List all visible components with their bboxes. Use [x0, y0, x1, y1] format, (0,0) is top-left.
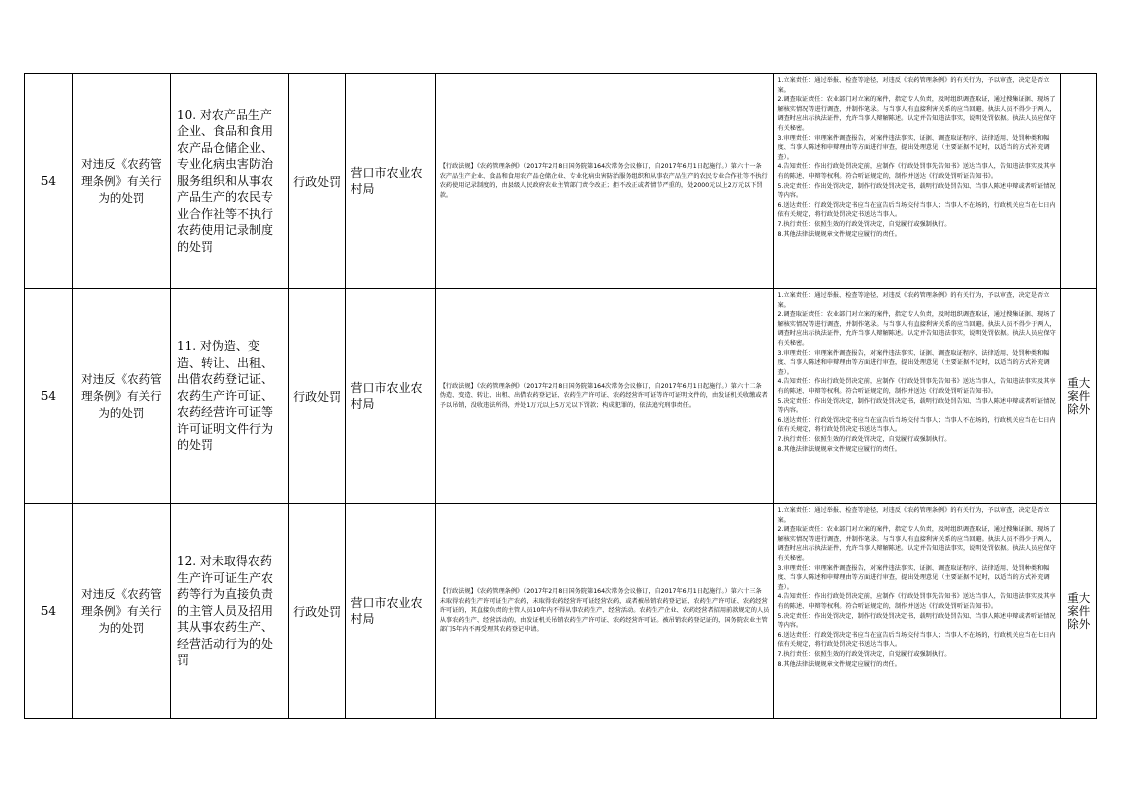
responsibility-item: 7.执行责任：依照生效的行政处罚决定，自觉履行或强制执行。 — [777, 650, 951, 658]
legal-basis: 【行政法规】《农药管理条例》（2017年2月8日国务院第164次常务会议修订，自2017年6月1日起施行。）第六十二条 伪造、变造、转让、出租、出借农药登记证、农药生产许可证、农药经营许可证等许可证明文件的，由发证机关收缴或者予以吊销，没收违法所得，并处1万元以上5万元以下罚款；构成犯罪的，依法追究刑事责任。 — [435, 289, 774, 504]
responsibility-item: 8.其他法律法规规章文件规定应履行的责任。 — [777, 660, 901, 668]
responsibility-item: 5.决定责任：作出处罚决定，制作行政处罚决定书，载明行政处罚告知、当事人陈述申辩或者听证情况等内容。 — [777, 612, 1056, 630]
implementing-department: 营口市农业农村局 — [346, 74, 435, 289]
responsibility-item: 1.立案责任：通过举报、检查等途径，对违反《农药管理条例》的有关行为，予以审查，决定是否立案。 — [777, 292, 1050, 309]
power-list-table — [24, 73, 1097, 719]
responsibility-item: 5.决定责任：作出处罚决定，制作行政处罚决定书，载明行政处罚告知、当事人陈述申辩或者听证情况等内容。 — [777, 397, 1056, 415]
responsibility-item: 5.决定责任：作出处罚决定，制作行政处罚决定书，载明行政处罚告知、当事人陈述申辩或者听证情况等内容。 — [777, 182, 1056, 200]
responsibility-item: 3.审理责任：审理案件调查报告，对案件违法事实、证据、调查取证程序、法律适用、处罚种类和幅度、当事人陈述和申辩理由等方面进行审查，提出处理意见（主要证据不足时，以适当的方式补充调查）。 — [777, 564, 1050, 591]
responsibility-item: 2.调查取证责任：农业部门对立案的案件，指定专人负责，及时组织调查取证，通过搜集证据、现场了解核实情况等进行调查，并制作笔录。与当事人有直接利害关系的应当回避。执法人员不得少于两人，调查时应出示执法证件，允许当事人辩解陈述。认定并告知违法事实，说明处罚依据。执法人员应保守有关秘密。 — [777, 96, 1056, 132]
responsibility-item: 6.送达责任：行政处罚决定书应当在宣告后当场交付当事人；当事人不在场的，行政机关应当在七日内依有关规定，将行政处罚决定书送达当事人。 — [777, 631, 1056, 649]
responsibilities — [774, 74, 1061, 289]
table-body — [25, 74, 1097, 719]
remark — [1061, 74, 1097, 289]
power-type: 行政处罚 — [288, 74, 346, 289]
sub-item-name: 10. 对农产品生产企业、食品和食用农产品仓储企业、专业化病虫害防治服务组织和从事农产品生产的农民专业合作社等不执行农药使用记录制度的处罚 — [171, 74, 289, 289]
power-type: 行政处罚 — [288, 289, 346, 504]
row-number: 54 — [25, 504, 73, 719]
remark: 重大案件除外 — [1061, 289, 1097, 504]
power-type: 行政处罚 — [288, 504, 346, 719]
responsibility-item: 8.其他法律法规规章文件规定应履行的责任。 — [777, 230, 901, 238]
responsibility-item: 7.执行责任：依照生效的行政处罚决定，自觉履行或强制执行。 — [777, 220, 951, 228]
table-row — [25, 504, 1097, 719]
sub-item-name: 11. 对伪造、变造、转让、出租、出借农药登记证、农药生产许可证、农药经营许可证等许可证明文件行为的处罚 — [171, 289, 289, 504]
responsibility-item: 4.告知责任：作出行政处罚决定前，应制作《行政处罚事先告知书》送达当事人，告知违法事实及其享有的陈述、申辩等权利。符合听证规定的，制作并送达《行政处罚听证告知书》。 — [777, 163, 1056, 180]
row-number: 54 — [25, 74, 73, 289]
responsibility-item: 4.告知责任：作出行政处罚决定前，应制作《行政处罚事先告知书》送达当事人，告知违法事实及其享有的陈述、申辩等权利。符合听证规定的，制作并送达《行政处罚听证告知书》。 — [777, 593, 1056, 610]
table-row — [25, 74, 1097, 289]
legal-basis: 【行政法规】《农药管理条例》（2017年2月8日国务院第164次常务会议修订，自2017年6月1日起施行。）第六十三条 未取得农药生产许可证生产农药，未取得农药经营许可证经营农药，或者被吊销农药登记证、农药生产许可证、农药经营许可证的，其直接负责的主管人员10年内不得从事农药生产、经营活动。农药生产企业、农药经营者招用前款规定的人员从事农药生产、经营活动的，由发证机关吊销农药生产许可证、农药经营许可证。被吊销农药登记证的，国务院农业主管部门5年内不再受理其农药登记申请。 — [435, 504, 774, 719]
table-row — [25, 289, 1097, 504]
responsibility-item: 6.送达责任：行政处罚决定书应当在宣告后当场交付当事人；当事人不在场的，行政机关应当在七日内依有关规定，将行政处罚决定书送达当事人。 — [777, 416, 1056, 434]
responsibility-item: 8.其他法律法规规章文件规定应履行的责任。 — [777, 445, 901, 453]
legal-basis: 【行政法规】《农药管理条例》（2017年2月8日国务院第164次常务会议修订，自2017年6月1日起施行。）第六十一条 农产品生产企业、食品和食用农产品仓储企业、专业化病虫害防治服务组织和从事农产品生产的农民专业合作社等不执行农药使用记录制度的，由县级人民政府农业主管部门责令改正；拒不改正或者情节严重的，处2000元以上2万元以下罚款。 — [435, 74, 774, 289]
implementing-department: 营口市农业农村局 — [346, 289, 435, 504]
responsibility-item: 6.送达责任：行政处罚决定书应当在宣告后当场交付当事人；当事人不在场的，行政机关应当在七日内依有关规定，将行政处罚决定书送达当事人。 — [777, 201, 1056, 219]
sub-item-name: 12. 对未取得农药生产许可证生产农药等行为直接负责的主管人员及招用其从事农药生产、经营活动行为的处罚 — [171, 504, 289, 719]
responsibility-item: 7.执行责任：依照生效的行政处罚决定，自觉履行或强制执行。 — [777, 435, 951, 443]
row-number: 54 — [25, 289, 73, 504]
responsibility-item: 4.告知责任：作出行政处罚决定前，应制作《行政处罚事先告知书》送达当事人，告知违法事实及其享有的陈述、申辩等权利。符合听证规定的，制作并送达《行政处罚听证告知书》。 — [777, 378, 1056, 395]
item-category: 对违反《农药管理条例》有关行为的处罚 — [72, 289, 170, 504]
responsibility-item: 1.立案责任：通过举报、检查等途径，对违反《农药管理条例》的有关行为，予以审查，决定是否立案。 — [777, 507, 1050, 524]
responsibilities — [774, 504, 1061, 719]
responsibilities — [774, 289, 1061, 504]
responsibility-item: 3.审理责任：审理案件调查报告，对案件违法事实、证据、调查取证程序、法律适用、处罚种类和幅度、当事人陈述和申辩理由等方面进行审查，提出处理意见（主要证据不足时，以适当的方式补充调查）。 — [777, 134, 1050, 161]
item-category: 对违反《农药管理条例》有关行为的处罚 — [72, 74, 170, 289]
responsibility-item: 1.立案责任：通过举报、检查等途径，对违反《农药管理条例》的有关行为，予以审查，决定是否立案。 — [777, 77, 1050, 94]
responsibility-item: 2.调查取证责任：农业部门对立案的案件，指定专人负责，及时组织调查取证，通过搜集证据、现场了解核实情况等进行调查，并制作笔录。与当事人有直接利害关系的应当回避。执法人员不得少于两人，调查时应出示执法证件，允许当事人辩解陈述。认定并告知违法事实，说明处罚依据。执法人员应保守有关秘密。 — [777, 526, 1056, 562]
remark: 重大案件除外 — [1061, 504, 1097, 719]
responsibility-item: 3.审理责任：审理案件调查报告，对案件违法事实、证据、调查取证程序、法律适用、处罚种类和幅度、当事人陈述和申辩理由等方面进行审查，提出处理意见（主要证据不足时，以适当的方式补充调查）。 — [777, 349, 1050, 376]
implementing-department: 营口市农业农村局 — [346, 504, 435, 719]
item-category: 对违反《农药管理条例》有关行为的处罚 — [72, 504, 170, 719]
responsibility-item: 2.调查取证责任：农业部门对立案的案件，指定专人负责，及时组织调查取证，通过搜集证据、现场了解核实情况等进行调查，并制作笔录。与当事人有直接利害关系的应当回避。执法人员不得少于两人，调查时应出示执法证件，允许当事人辩解陈述。认定并告知违法事实，说明处罚依据。执法人员应保守有关秘密。 — [777, 311, 1056, 347]
